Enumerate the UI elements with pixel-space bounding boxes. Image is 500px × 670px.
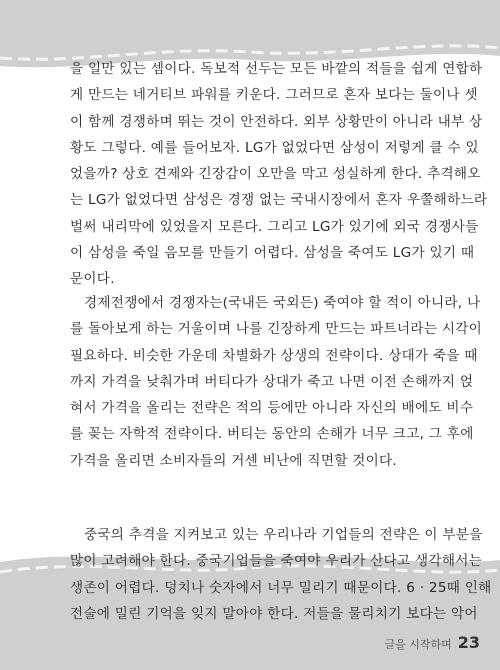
paragraph-3	[70, 522, 492, 627]
text-line: 었을까? 상호 견제와 긴장감이 오만을 막고 성실하게 한다. 추격해오	[70, 166, 481, 183]
page-footer	[384, 633, 480, 652]
text-line: 중국의 추격을 지켜보고 있는 우리나라 기업들의 전략은 이 부분을	[84, 527, 483, 543]
text-line: 이 함께 경쟁하며 뛰는 것이 안전하다. 외부 상황만이 아니라 내부 상	[70, 113, 483, 130]
text-line: 까지 가격을 낮춰가며 버티다가 상대가 죽고 나면 이전 손해까지 얹	[70, 373, 474, 390]
paragraph-2	[70, 290, 482, 474]
text-line: 문이다.	[70, 271, 115, 288]
text-line: 필요하다. 비슷한 가운데 차별화가 상생의 전략이다. 상대가 죽을 때	[70, 347, 478, 364]
text-line: 를 꽂는 자학적 전략이다. 버티는 동안의 손해가 너무 크고, 그 후에	[70, 426, 474, 443]
text-line: 많이 고려해야 한다. 중국기업들을 죽여야 우리가 산다고 생각해서는	[70, 553, 483, 570]
text-line: 혀서 가격을 올리는 전략은 적의 등에만 아니라 자신의 배에도 비수	[70, 400, 474, 417]
paragraph-1	[70, 56, 487, 293]
text-line: 을 일만 있는 셈이다. 독보적 선두는 모든 바깥의 적들을 쉽게 연합하	[70, 61, 483, 77]
text-line: 벌써 내리막에 있었을지 모른다. 그리고 LG가 있기에 외국 경쟁사들	[70, 218, 479, 235]
text-line: 생존이 어렵다. 덩치나 숫자에서 너무 밀리기 때문이다. 6 · 25때 인해	[70, 579, 492, 596]
section-title: 글을 시작하며	[384, 638, 452, 651]
text-line: 황도 그렇다. 예를 들어보자. LG가 없었다면 삼성이 저렇게 클 수 있	[70, 139, 479, 156]
text-line: 를 돌아보게 하는 거울이며 나를 긴장하게 만드는 파트너라는 시각이	[70, 321, 483, 338]
text-line: 이 삼성을 죽일 음모를 만들기 어렵다. 삼성을 죽여도 LG가 있기 때	[70, 245, 475, 262]
text-line: 가격을 올리면 소비자들의 거센 비난에 직면할 것이다.	[70, 452, 398, 469]
text-line: 전술에 밀린 기억을 잊지 말아야 한다. 저들을 물리치기 보다는 악어	[70, 605, 478, 622]
page-number: 23	[457, 633, 480, 652]
text-line: 는 LG가 없었다면 삼성은 경쟁 없는 국내시장에서 혼자 우쭐해하느라	[70, 192, 488, 209]
text-line: 경제전쟁에서 경쟁자는(국내든 국외든) 죽여야 할 적이 아니라, 나	[84, 295, 481, 311]
text-line: 게 만드는 네거티브 파워를 키운다. 그러므로 혼자 보다는 둘이나 셋	[70, 87, 478, 104]
